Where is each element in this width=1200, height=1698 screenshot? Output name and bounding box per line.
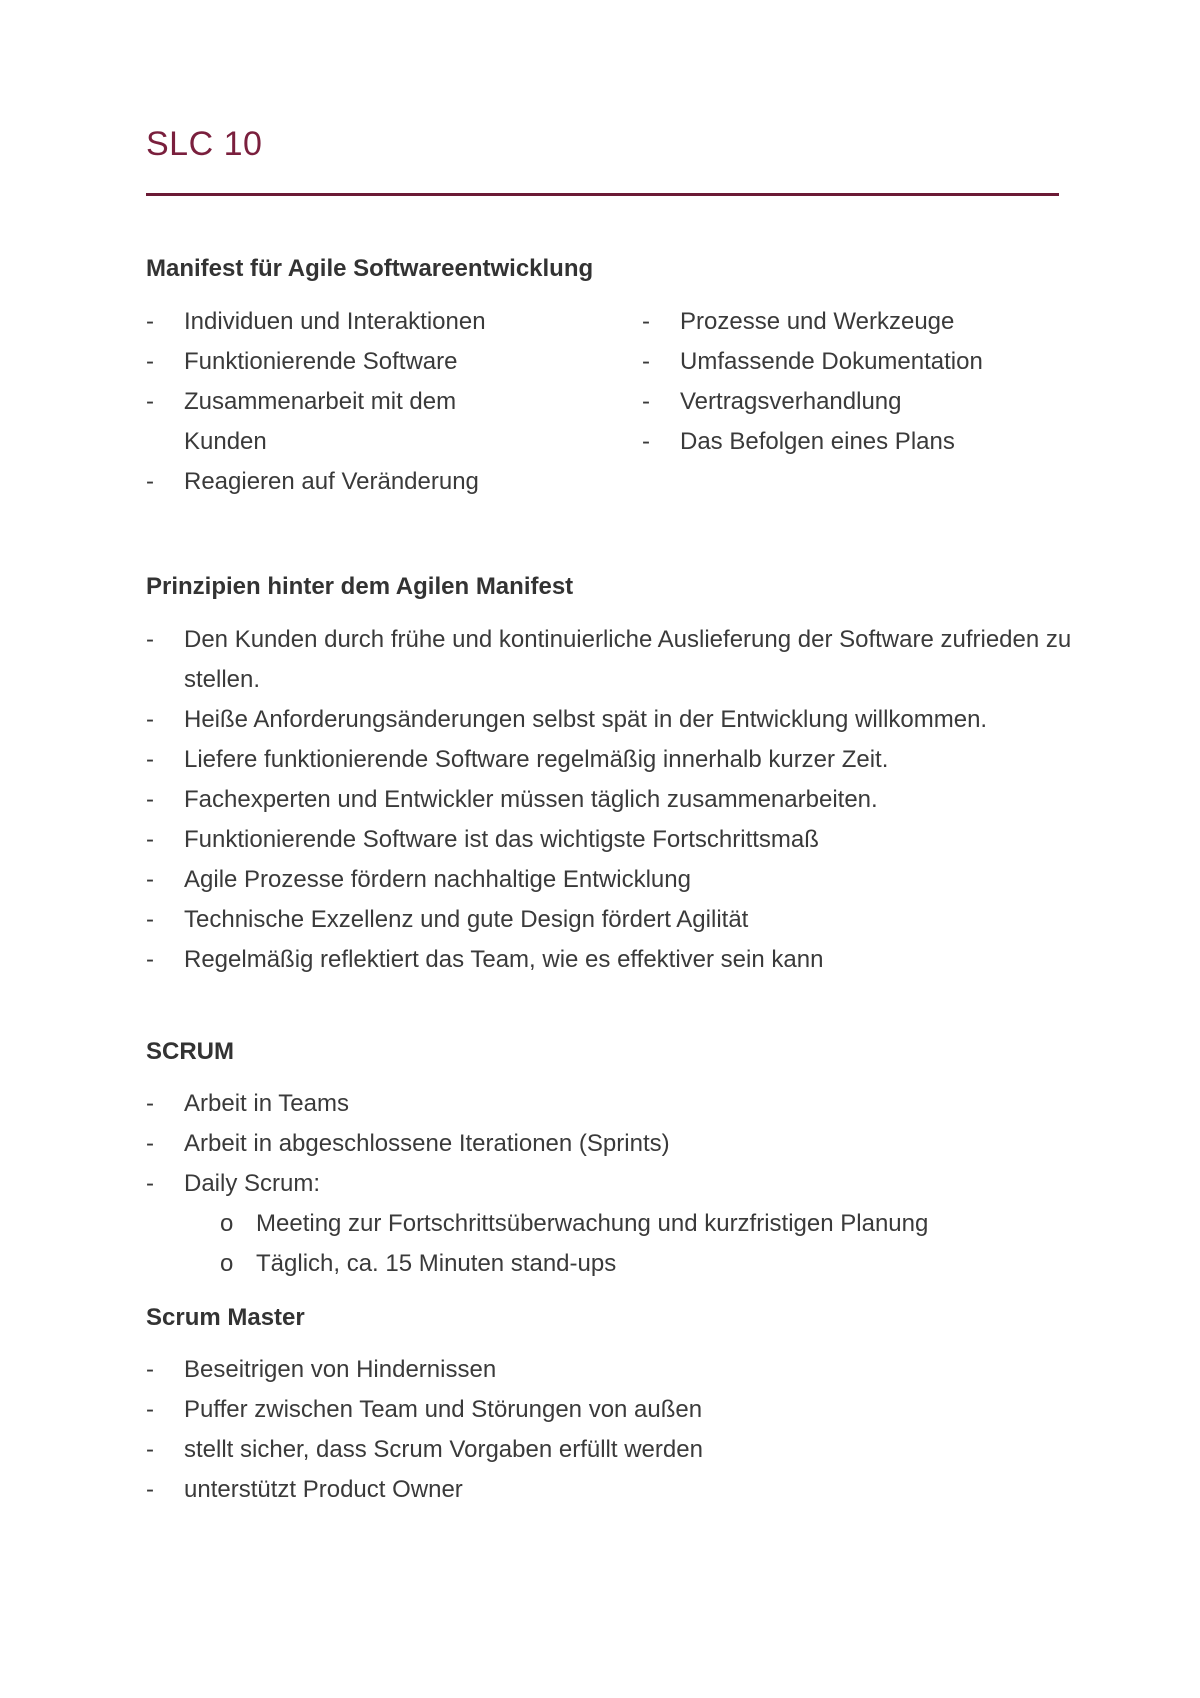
list-item: o Meeting zur Fortschrittsüberwachung und kurzfristigen Planung <box>146 1204 1076 1244</box>
dash-bullet: - <box>642 388 650 415</box>
scrum-list <box>146 1084 1076 1204</box>
daily-scrum-sublist <box>146 1204 1076 1284</box>
circle-bullet: o <box>220 1250 234 1277</box>
manifest-heading: Manifest für Agile Softwareentwicklung <box>146 255 594 282</box>
dash-bullet: - <box>146 626 154 653</box>
list-item: - Beseitrigen von Hindernissen <box>146 1350 1076 1390</box>
list-item: - Agile Prozesse fördern nachhaltige Entwicklung <box>146 860 1076 900</box>
page-title: SLC 10 <box>146 125 263 163</box>
manifest-right-list <box>642 302 1062 462</box>
scrum-master-list <box>146 1350 1076 1510</box>
list-item: - Daily Scrum: <box>146 1164 1076 1204</box>
dash-bullet: - <box>146 1090 154 1117</box>
principles-list <box>146 620 1076 980</box>
list-item: - Arbeit in abgeschlossene Iterationen (Sprints) <box>146 1124 1076 1164</box>
list-item: - Technische Exzellenz und gute Design fördert Agilität <box>146 900 1076 940</box>
list-item: - Fachexperten und Entwickler müssen täglich zusammenarbeiten. <box>146 780 1076 820</box>
dash-bullet: - <box>146 1170 154 1197</box>
scrum-heading: SCRUM <box>146 1038 234 1065</box>
scrum-master-heading: Scrum Master <box>146 1304 305 1331</box>
dash-bullet: - <box>146 866 154 893</box>
circle-bullet: o <box>220 1210 234 1237</box>
dash-bullet: - <box>146 388 154 415</box>
list-item: - Das Befolgen eines Plans <box>642 422 1062 462</box>
title-divider <box>146 193 1059 196</box>
dash-bullet: - <box>146 468 154 495</box>
list-item: - Zusammenarbeit mit dem Kunden <box>146 382 524 462</box>
principles-heading: Prinzipien hinter dem Agilen Manifest <box>146 573 574 600</box>
list-item: - Heiße Anforderungsänderungen selbst spät in der Entwicklung willkommen. <box>146 700 1004 740</box>
dash-bullet: - <box>146 1436 154 1463</box>
dash-bullet: - <box>146 1356 154 1383</box>
list-item: - unterstützt Product Owner <box>146 1470 1076 1510</box>
dash-bullet: - <box>642 348 650 375</box>
dash-bullet: - <box>146 308 154 335</box>
dash-bullet: - <box>146 706 154 733</box>
list-item: - stellt sicher, dass Scrum Vorgaben erfüllt werden <box>146 1430 1076 1470</box>
list-item: - Prozesse und Werkzeuge <box>642 302 1062 342</box>
list-item: - Den Kunden durch frühe und kontinuierliche Auslieferung der Software zufrieden zu stellen. <box>146 620 1076 700</box>
manifest-left-list <box>146 302 586 502</box>
list-item: - Reagieren auf Veränderung <box>146 462 586 502</box>
dash-bullet: - <box>146 1130 154 1157</box>
dash-bullet: - <box>146 1396 154 1423</box>
list-item: - Funktionierende Software ist das wichtigste Fortschrittsmaß <box>146 820 1076 860</box>
list-item: - Arbeit in Teams <box>146 1084 1076 1124</box>
dash-bullet: - <box>642 428 650 455</box>
dash-bullet: - <box>146 786 154 813</box>
dash-bullet: - <box>146 1476 154 1503</box>
list-item: - Puffer zwischen Team und Störungen von außen <box>146 1390 1076 1430</box>
list-item: - Funktionierende Software <box>146 342 586 382</box>
list-item: - Individuen und Interaktionen <box>146 302 586 342</box>
list-item: - Vertragsverhandlung <box>642 382 1062 422</box>
dash-bullet: - <box>146 746 154 773</box>
list-item: - Umfassende Dokumentation <box>642 342 1062 382</box>
dash-bullet: - <box>146 826 154 853</box>
dash-bullet: - <box>146 946 154 973</box>
list-item: - Regelmäßig reflektiert das Team, wie es effektiver sein kann <box>146 940 1076 980</box>
dash-bullet: - <box>146 348 154 375</box>
list-item: - Liefere funktionierende Software regelmäßig innerhalb kurzer Zeit. <box>146 740 1076 780</box>
dash-bullet: - <box>146 906 154 933</box>
dash-bullet: - <box>642 308 650 335</box>
list-item: o Täglich, ca. 15 Minuten stand-ups <box>146 1244 1076 1284</box>
